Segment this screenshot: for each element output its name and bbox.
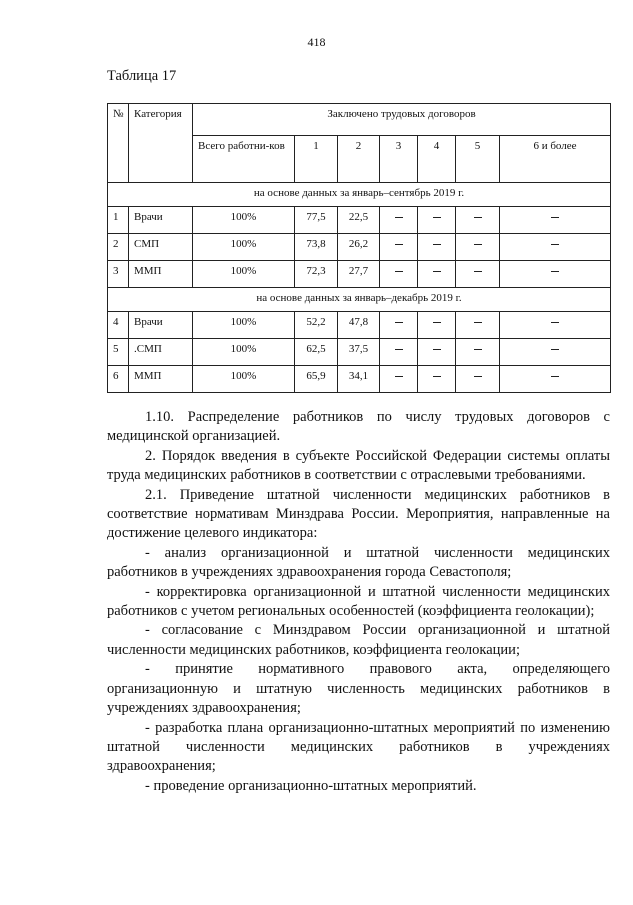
dash-cell <box>500 312 611 339</box>
dash-cell <box>418 234 456 261</box>
row-total: 100% <box>193 312 295 339</box>
dash-cell <box>418 261 456 288</box>
row-number: 2 <box>108 234 129 261</box>
header-col-5: 5 <box>456 136 500 183</box>
paragraph: - анализ организационной и штатной численности медицинских работников в учреждениях здравоохранения города Севастополя; <box>107 544 610 581</box>
table-row <box>108 312 611 339</box>
row-total: 100% <box>193 261 295 288</box>
row-category: ММП <box>129 366 193 393</box>
row-category: Врачи <box>129 312 193 339</box>
table-caption: Таблица 17 <box>107 68 177 84</box>
row-number: 3 <box>108 261 129 288</box>
row-value-1: 72,3 <box>295 261 338 288</box>
dash-cell <box>380 207 418 234</box>
row-total: 100% <box>193 234 295 261</box>
header-col-2: 2 <box>338 136 380 183</box>
row-number: 6 <box>108 366 129 393</box>
table-row <box>108 366 611 393</box>
section-title: на основе данных за январь–сентябрь 2019 г. <box>108 183 611 207</box>
section-row <box>108 183 611 207</box>
row-value-1: 52,2 <box>295 312 338 339</box>
row-total: 100% <box>193 339 295 366</box>
contracts-table <box>107 103 611 393</box>
row-total: 100% <box>193 366 295 393</box>
row-value-2: 22,5 <box>338 207 380 234</box>
header-col-1: 1 <box>295 136 338 183</box>
body-text <box>107 408 610 796</box>
dash-cell <box>418 207 456 234</box>
row-value-1: 65,9 <box>295 366 338 393</box>
paragraph: - согласование с Минздравом России организационной и штатной численности медицинских работников, коэффициента геолокации; <box>107 622 610 658</box>
row-value-2: 34,1 <box>338 366 380 393</box>
dash-cell <box>418 339 456 366</box>
dash-cell <box>500 339 611 366</box>
row-category: .СМП <box>129 339 193 366</box>
dash-cell <box>380 261 418 288</box>
dash-cell <box>418 312 456 339</box>
row-number: 1 <box>108 207 129 234</box>
section-title: на основе данных за январь–декабрь 2019 г. <box>108 288 611 312</box>
paragraph: 2. Порядок введения в субъекте Российской Федерации системы оплаты труда медицинских работников в соответствии с отраслевыми требованиями. <box>107 447 610 484</box>
dash-cell <box>456 312 500 339</box>
row-number: 5 <box>108 339 129 366</box>
dash-cell <box>380 312 418 339</box>
row-value-2: 27,7 <box>338 261 380 288</box>
header-col-4: 4 <box>418 136 456 183</box>
dash-cell <box>500 234 611 261</box>
paragraph: - разработка плана организационно-штатных мероприятий по изменению штатной численности медицинских работников в учреждениях здравоохранения; <box>107 719 610 775</box>
row-category: Врачи <box>129 207 193 234</box>
dash-cell <box>418 366 456 393</box>
dash-cell <box>456 339 500 366</box>
dash-cell <box>500 261 611 288</box>
paragraph: - корректировка организационной и штатной численности медицинских работников с учетом региональных особенностей (коэффициента геолокации); <box>107 583 610 620</box>
table-row <box>108 339 611 366</box>
header-num: № <box>108 104 129 183</box>
paragraph: - принятие нормативного правового акта, определяющего организационную и штатную численность медицинских работников в учреждениях здравоохранения; <box>107 661 610 717</box>
row-value-2: 26,2 <box>338 234 380 261</box>
row-value-2: 47,8 <box>338 312 380 339</box>
dash-cell <box>380 366 418 393</box>
row-value-2: 37,5 <box>338 339 380 366</box>
dash-cell <box>456 366 500 393</box>
row-number: 4 <box>108 312 129 339</box>
row-category: ММП <box>129 261 193 288</box>
header-total: Всего работни-ков <box>193 136 295 183</box>
paragraph: 2.1. Приведение штатной численности медицинских работников в соответствие нормативам Минздрава России. Мероприятия, направленные на достижение целевого индикатора: <box>107 486 610 542</box>
dash-cell <box>456 207 500 234</box>
dash-cell <box>500 366 611 393</box>
paragraph: 1.10. Распределение работников по числу трудовых договоров с медицинской организацией. <box>107 409 610 445</box>
dash-cell <box>380 234 418 261</box>
header-category: Категория <box>129 104 193 183</box>
paragraph: - проведение организационно-штатных мероприятий. <box>145 777 477 794</box>
dash-cell <box>380 339 418 366</box>
page-number: 418 <box>307 35 326 49</box>
header-col-3: 3 <box>380 136 418 183</box>
table-row <box>108 261 611 288</box>
row-category: СМП <box>129 234 193 261</box>
header-contracts: Заключено трудовых договоров <box>193 104 611 136</box>
row-value-1: 62,5 <box>295 339 338 366</box>
table-row <box>108 234 611 261</box>
row-value-1: 77,5 <box>295 207 338 234</box>
table-row <box>108 207 611 234</box>
section-row <box>108 288 611 312</box>
dash-cell <box>500 207 611 234</box>
dash-cell <box>456 261 500 288</box>
row-value-1: 73,8 <box>295 234 338 261</box>
dash-cell <box>456 234 500 261</box>
header-row-1 <box>108 104 611 136</box>
header-col-6-plus: 6 и более <box>500 136 611 183</box>
row-total: 100% <box>193 207 295 234</box>
